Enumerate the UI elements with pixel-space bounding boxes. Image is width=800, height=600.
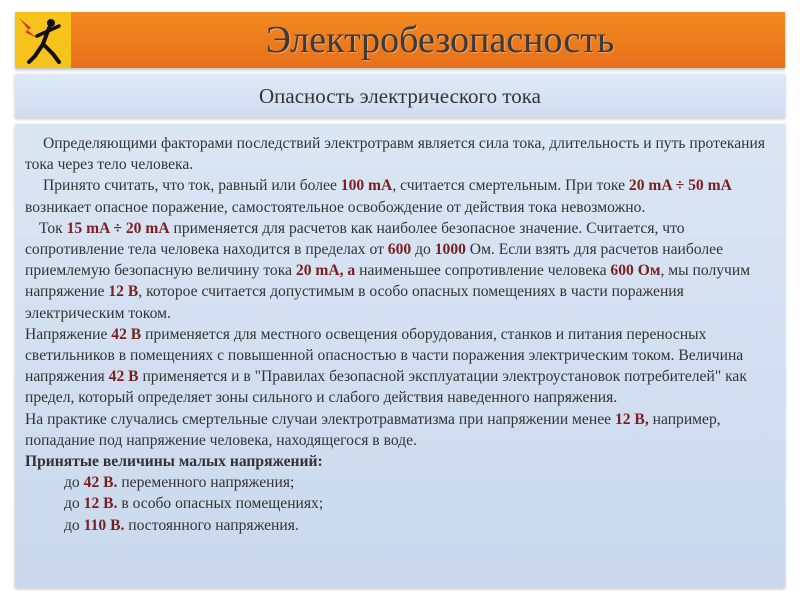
paragraph-42v: Напряжение 42 В применяется для местного освещения оборудования, станков и питания переносных светильников в помещениях с повышенной опасностью в части поражения электрическим током. Величина напряжения 42 В применяется и в "Правилах безопасной эксплуатации электроустановок потребителей" как предел, который определяет зоны сильного и слабого действия наведенного напряжения.	[25, 325, 747, 407]
paragraph-practice: На практике случались смертельные случаи электротравматизма при напряжении менее 12 В, например, попадание под напряжение человека, находящегося в воде.	[25, 410, 721, 449]
value-highlight: 110 В.	[83, 516, 125, 534]
value-highlight: 20 mA ÷ 50 mA	[628, 177, 732, 195]
list-item: до 42 В. переменного напряжения;	[64, 474, 295, 492]
value-highlight: 100 mA	[340, 177, 393, 195]
value-highlight: 600 Ом	[610, 262, 661, 280]
electric-shock-warning-icon	[15, 12, 71, 68]
logo	[15, 12, 71, 68]
title-bar	[15, 12, 785, 68]
value-highlight: 600	[387, 241, 412, 259]
list-item: до 110 В. постоянного напряжения.	[64, 516, 299, 534]
paragraph-safe-current: Ток 15 mA ÷ 20 mA применяется для расчетов как наиболее безопасное значение. Считается, что сопротивление тела человека находится в пределах от 600 до 1000 Ом. Если взять для расчетов наиболее приемлемую безопасную величину тока 20 mA, а наименьшее сопротивление человека 600 Ом, мы получим напряжение 12 В, которое считается допустимым в особо опасных помещениях в части поражения электрическим током.	[25, 219, 751, 322]
list-heading: Принятые величины малых напряжений:	[25, 453, 323, 471]
value-highlight: 12 В,	[614, 410, 649, 428]
paragraph-lethal-current: Принято считать, что ток, равный или более 100 mA, считается смертельным. При токе 20 mA ÷ 50 mA возникает опасное поражение, самостоятельное освобождение от действия тока невозможно.	[25, 177, 732, 216]
page-title: Электробезопасность	[265, 19, 615, 61]
value-highlight: 15 mA ÷ 20 mA	[66, 219, 170, 237]
value-highlight: 42 В	[108, 368, 139, 386]
value-highlight: 12 В.	[83, 495, 118, 513]
value-highlight: 1000	[434, 241, 466, 259]
value-highlight: 42 В.	[83, 474, 118, 492]
paragraph-factors: Определяющими факторами последствий электротравм является сила тока, длительность и путь протекания тока через тело человека.	[25, 135, 766, 174]
list-item: до 12 В. в особо опасных помещениях;	[64, 495, 324, 513]
value-highlight: 42 В	[111, 325, 142, 343]
subtitle: Опасность электрического тока	[15, 74, 785, 118]
content-panel	[15, 124, 785, 588]
value-highlight: 12 В	[108, 283, 139, 301]
value-highlight: 20 mA, а	[295, 262, 356, 280]
